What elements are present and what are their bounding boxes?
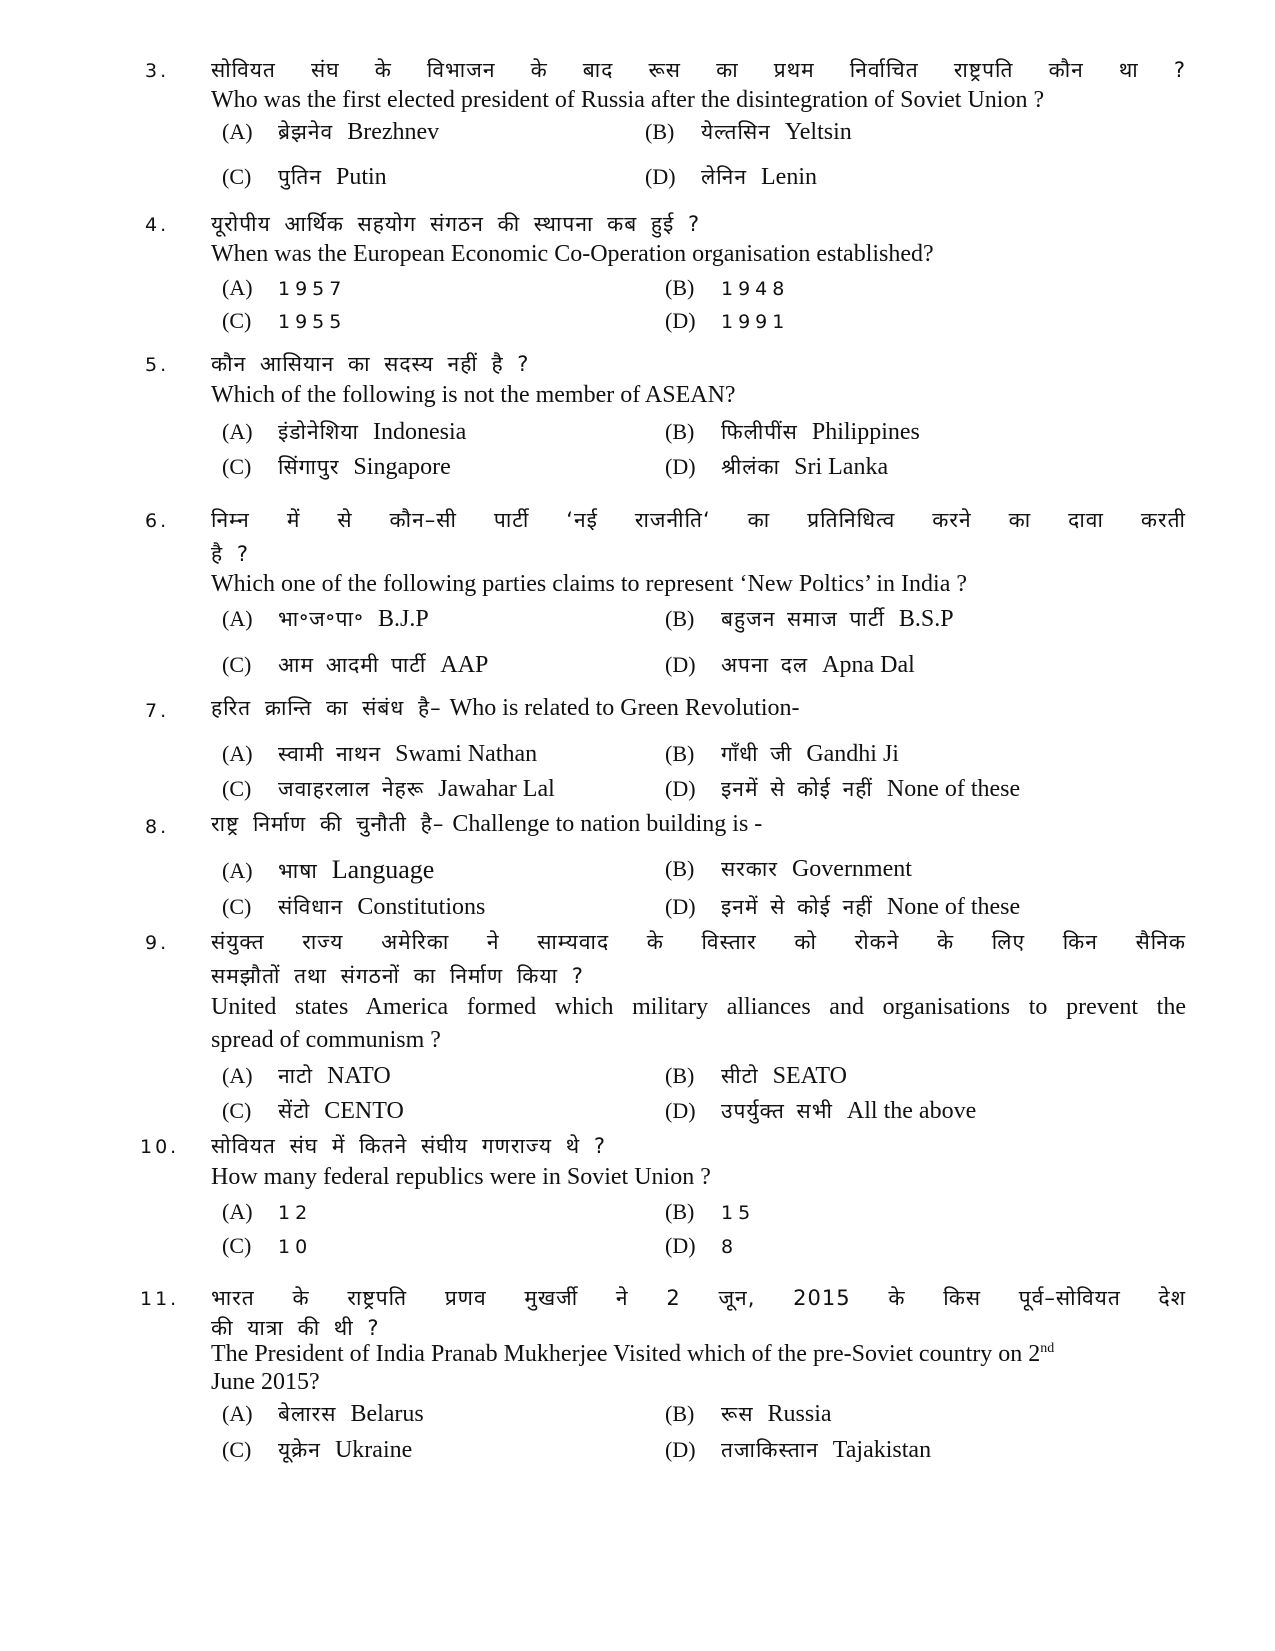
option-hindi: येल्तसिन [701,120,771,144]
option-value: 15 [721,1202,756,1224]
option-label: (C) [222,164,252,189]
option-label: (A) [222,419,253,444]
option-label: (A) [222,858,253,883]
option-a[interactable] [222,740,537,768]
option-b[interactable] [665,605,954,633]
option-english: Putin [336,164,387,190]
option-hindi: आम आदमी पार्टी [278,653,427,677]
option-hindi: भा॰ज॰पा॰ [278,607,364,631]
option-c[interactable] [222,893,485,921]
question-text-hindi: कौन आसियान का सदस्य नहीं है ? [211,352,530,376]
option-label: (D) [665,1233,696,1258]
option-d[interactable] [665,308,789,335]
question-text-english: Who is related to Green Revolution- [449,695,800,721]
option-d[interactable] [665,893,1020,921]
option-hindi: बेलारस [278,1402,337,1426]
option-english: B.S.P [898,606,954,632]
option-d[interactable] [665,775,1020,803]
option-english: None of these [886,776,1021,802]
option-hindi: फिलीपींस [721,420,798,444]
option-label: (A) [222,275,253,300]
option-value: 12 [278,1202,313,1224]
option-value: 10 [278,1236,313,1258]
option-label: (B) [665,1199,695,1224]
option-label: (D) [645,164,676,189]
option-c[interactable] [222,1233,312,1260]
question-text-english [211,1341,1186,1368]
option-label: (C) [222,1233,252,1258]
option-d[interactable] [665,651,915,679]
option-label: (D) [665,652,696,677]
option-d[interactable] [645,163,817,191]
option-label: (A) [222,1063,253,1088]
option-b[interactable] [665,1199,755,1226]
option-label: (B) [665,419,695,444]
option-english: Belarus [350,1401,424,1427]
option-hindi: सिंगापुर [278,455,340,479]
option-label: (B) [665,1401,695,1426]
question-text-hindi-cont: है ? [211,542,249,566]
option-english: None of these [886,894,1021,920]
question-text-english-cont: June 2015? [211,1369,320,1395]
option-hindi: भाषा [278,859,318,883]
question-text-english: How many federal republics were in Soviet Union ? [211,1164,711,1190]
option-a[interactable] [222,118,439,146]
option-hindi: यूक्रेन [278,1438,321,1462]
option-english: AAP [440,652,489,678]
option-hindi: जवाहरलाल नेहरू [278,777,425,801]
question-text-hindi: यूरोपीय आर्थिक सहयोग संगठन की स्थापना कब हुई ? [211,212,701,236]
option-label: (D) [665,776,696,801]
option-c[interactable] [222,651,488,679]
option-label: (B) [665,856,695,881]
option-label: (A) [222,606,253,631]
question-text-english: When was the European Economic Co-Operation organisation established? [211,241,934,267]
option-hindi: पुतिन [278,165,322,189]
question-number: 4. [145,214,170,236]
option-b[interactable] [665,740,899,768]
option-label: (C) [222,308,252,333]
option-english: Swami Nathan [395,741,538,767]
option-b[interactable] [665,1400,832,1428]
option-english: Philippines [811,419,920,445]
option-label: (B) [645,119,675,144]
option-english: Constitutions [357,894,486,920]
option-hindi: नाटो [278,1064,314,1088]
question-number: 7. [145,700,170,722]
question-number: 5. [145,354,170,376]
option-d[interactable] [665,1436,931,1464]
question-text-english-main: The President of India Pranab Mukherjee Visited which of the pre-Soviet country on 2 [211,1341,1041,1367]
option-value: 8 [721,1236,739,1258]
question-text [211,810,1186,838]
option-label: (C) [222,1098,252,1123]
option-english: Government [791,856,912,882]
option-label: (A) [222,119,253,144]
question-text-hindi-cont: समझौतों तथा संगठनों का निर्माण किया ? [211,964,584,988]
option-c[interactable] [222,775,555,803]
option-english: Language [331,855,435,884]
option-english: Apna Dal [822,652,915,678]
option-label: (D) [665,1437,696,1462]
option-value: 1948 [721,278,790,300]
option-c[interactable] [222,308,346,335]
option-english: Gandhi Ji [806,741,899,767]
option-hindi: लेनिन [701,165,747,189]
option-english: Singapore [353,454,451,480]
option-b[interactable] [665,855,912,883]
question-text-hindi: भारत के राष्ट्रपति प्रणव मुखर्जी ने 2 जून, 2015 के किस पूर्व–सोवियत देश [211,1286,1186,1310]
option-label: (A) [222,1199,253,1224]
option-label: (D) [665,308,696,333]
option-hindi: इनमें से कोई नहीं [721,777,873,801]
option-label: (D) [665,1098,696,1123]
option-label: (B) [665,1063,695,1088]
option-d[interactable] [665,453,888,481]
option-value: 1991 [721,311,790,333]
ordinal-suffix: nd [1040,1341,1055,1356]
option-english: Brezhnev [347,119,440,145]
option-label: (D) [665,454,696,479]
option-value: 1957 [278,278,347,300]
option-label: (C) [222,454,252,479]
option-hindi: गाँधी जी [721,742,793,766]
option-d[interactable] [665,1097,976,1125]
option-english: Jawahar Lal [438,776,555,802]
question-text-english: Challenge to nation building is - [452,811,763,837]
option-hindi: उपर्युक्त सभी [721,1099,833,1123]
option-english: CENTO [324,1098,404,1124]
option-label: (B) [665,275,695,300]
option-english: Lenin [761,164,817,190]
option-hindi: रूस [721,1402,754,1426]
question-text-english: Who was the first elected president of Russia after the disintegration of Soviet Union ? [211,87,1045,113]
option-hindi: सेंटो [278,1099,311,1123]
option-a[interactable] [222,1400,424,1428]
option-a[interactable] [222,605,429,633]
option-value: 1955 [278,311,347,333]
option-hindi: तजाकिस्तान [721,1438,819,1462]
question-text-english: Which of the following is not the member of ASEAN? [211,382,736,408]
option-label: (A) [222,1401,253,1426]
option-b[interactable] [665,275,789,302]
option-a[interactable] [222,855,434,885]
option-c[interactable] [222,453,451,481]
option-english: Ukraine [334,1437,413,1463]
option-hindi: ब्रेझनेव [278,120,334,144]
option-hindi: बहुजन समाज पार्टी [721,607,885,631]
option-english: Indonesia [372,419,467,445]
question-text-hindi: हरित क्रान्ति का संबंध है– [211,696,442,720]
question-text-english: United states America formed which military alliances and organisations to prevent the [211,994,1186,1020]
option-hindi: स्वामी नाथन [278,742,382,766]
option-c[interactable] [222,163,387,191]
question-number: 10. [140,1136,180,1158]
question-text-hindi: निम्न में से कौन–सी पार्टी ‘नई राजनीति‘ का प्रतिनिधित्व करने का दावा करती [211,508,1186,532]
option-label: (B) [665,741,695,766]
question-text [211,694,1186,722]
option-hindi: संविधान [278,895,344,919]
option-label: (C) [222,776,252,801]
option-english: NATO [327,1063,391,1089]
question-number: 8. [145,816,170,838]
option-a[interactable] [222,275,346,302]
option-b[interactable] [665,1062,847,1090]
question-number: 9. [145,932,170,954]
question-text-hindi-cont: की यात्रा की थी ? [211,1316,380,1340]
question-text-english: Which one of the following parties claims to represent ‘New Poltics’ in India ? [211,571,967,597]
option-label: (C) [222,652,252,677]
question-number: 6. [145,510,170,532]
option-english: B.J.P [378,606,429,632]
option-a[interactable] [222,1062,391,1090]
option-hindi: श्रीलंका [721,455,781,479]
option-label: (D) [665,894,696,919]
option-label: (B) [665,606,695,631]
option-english: Russia [767,1401,832,1427]
option-hindi: इनमें से कोई नहीं [721,895,873,919]
option-english: All the above [846,1098,977,1124]
option-english: Sri Lanka [794,454,889,480]
option-hindi: अपना दल [721,653,809,677]
question-number: 3. [145,60,170,82]
option-a[interactable] [222,418,466,446]
option-d[interactable] [665,1233,738,1260]
option-hindi: इंडोनेशिया [278,420,359,444]
question-text-english-cont: spread of communism ? [211,1027,441,1053]
question-text-hindi: संयुक्त राज्य अमेरिका ने साम्यवाद के विस्तार को रोकने के लिए किन सैनिक [211,930,1186,954]
option-hindi: सीटो [721,1064,759,1088]
option-label: (A) [222,741,253,766]
option-c[interactable] [222,1436,412,1464]
question-text-hindi: सोवियत संघ के विभाजन के बाद रूस का प्रथम निर्वाचित राष्ट्रपति कौन था ? [211,58,1186,82]
option-english: Tajakistan [832,1437,932,1463]
question-number: 11. [140,1288,180,1310]
option-label: (C) [222,894,252,919]
option-label: (C) [222,1437,252,1462]
option-english: SEATO [772,1063,847,1089]
option-english: Yeltsin [784,119,852,145]
question-text-hindi: सोवियत संघ में कितने संघीय गणराज्य थे ? [211,1134,606,1158]
option-hindi: सरकार [721,857,778,881]
option-b[interactable] [665,418,920,446]
question-text-hindi: राष्ट्र निर्माण की चुनौती है– [211,812,445,836]
option-a[interactable] [222,1199,312,1226]
option-b[interactable] [645,118,852,146]
option-c[interactable] [222,1097,404,1125]
